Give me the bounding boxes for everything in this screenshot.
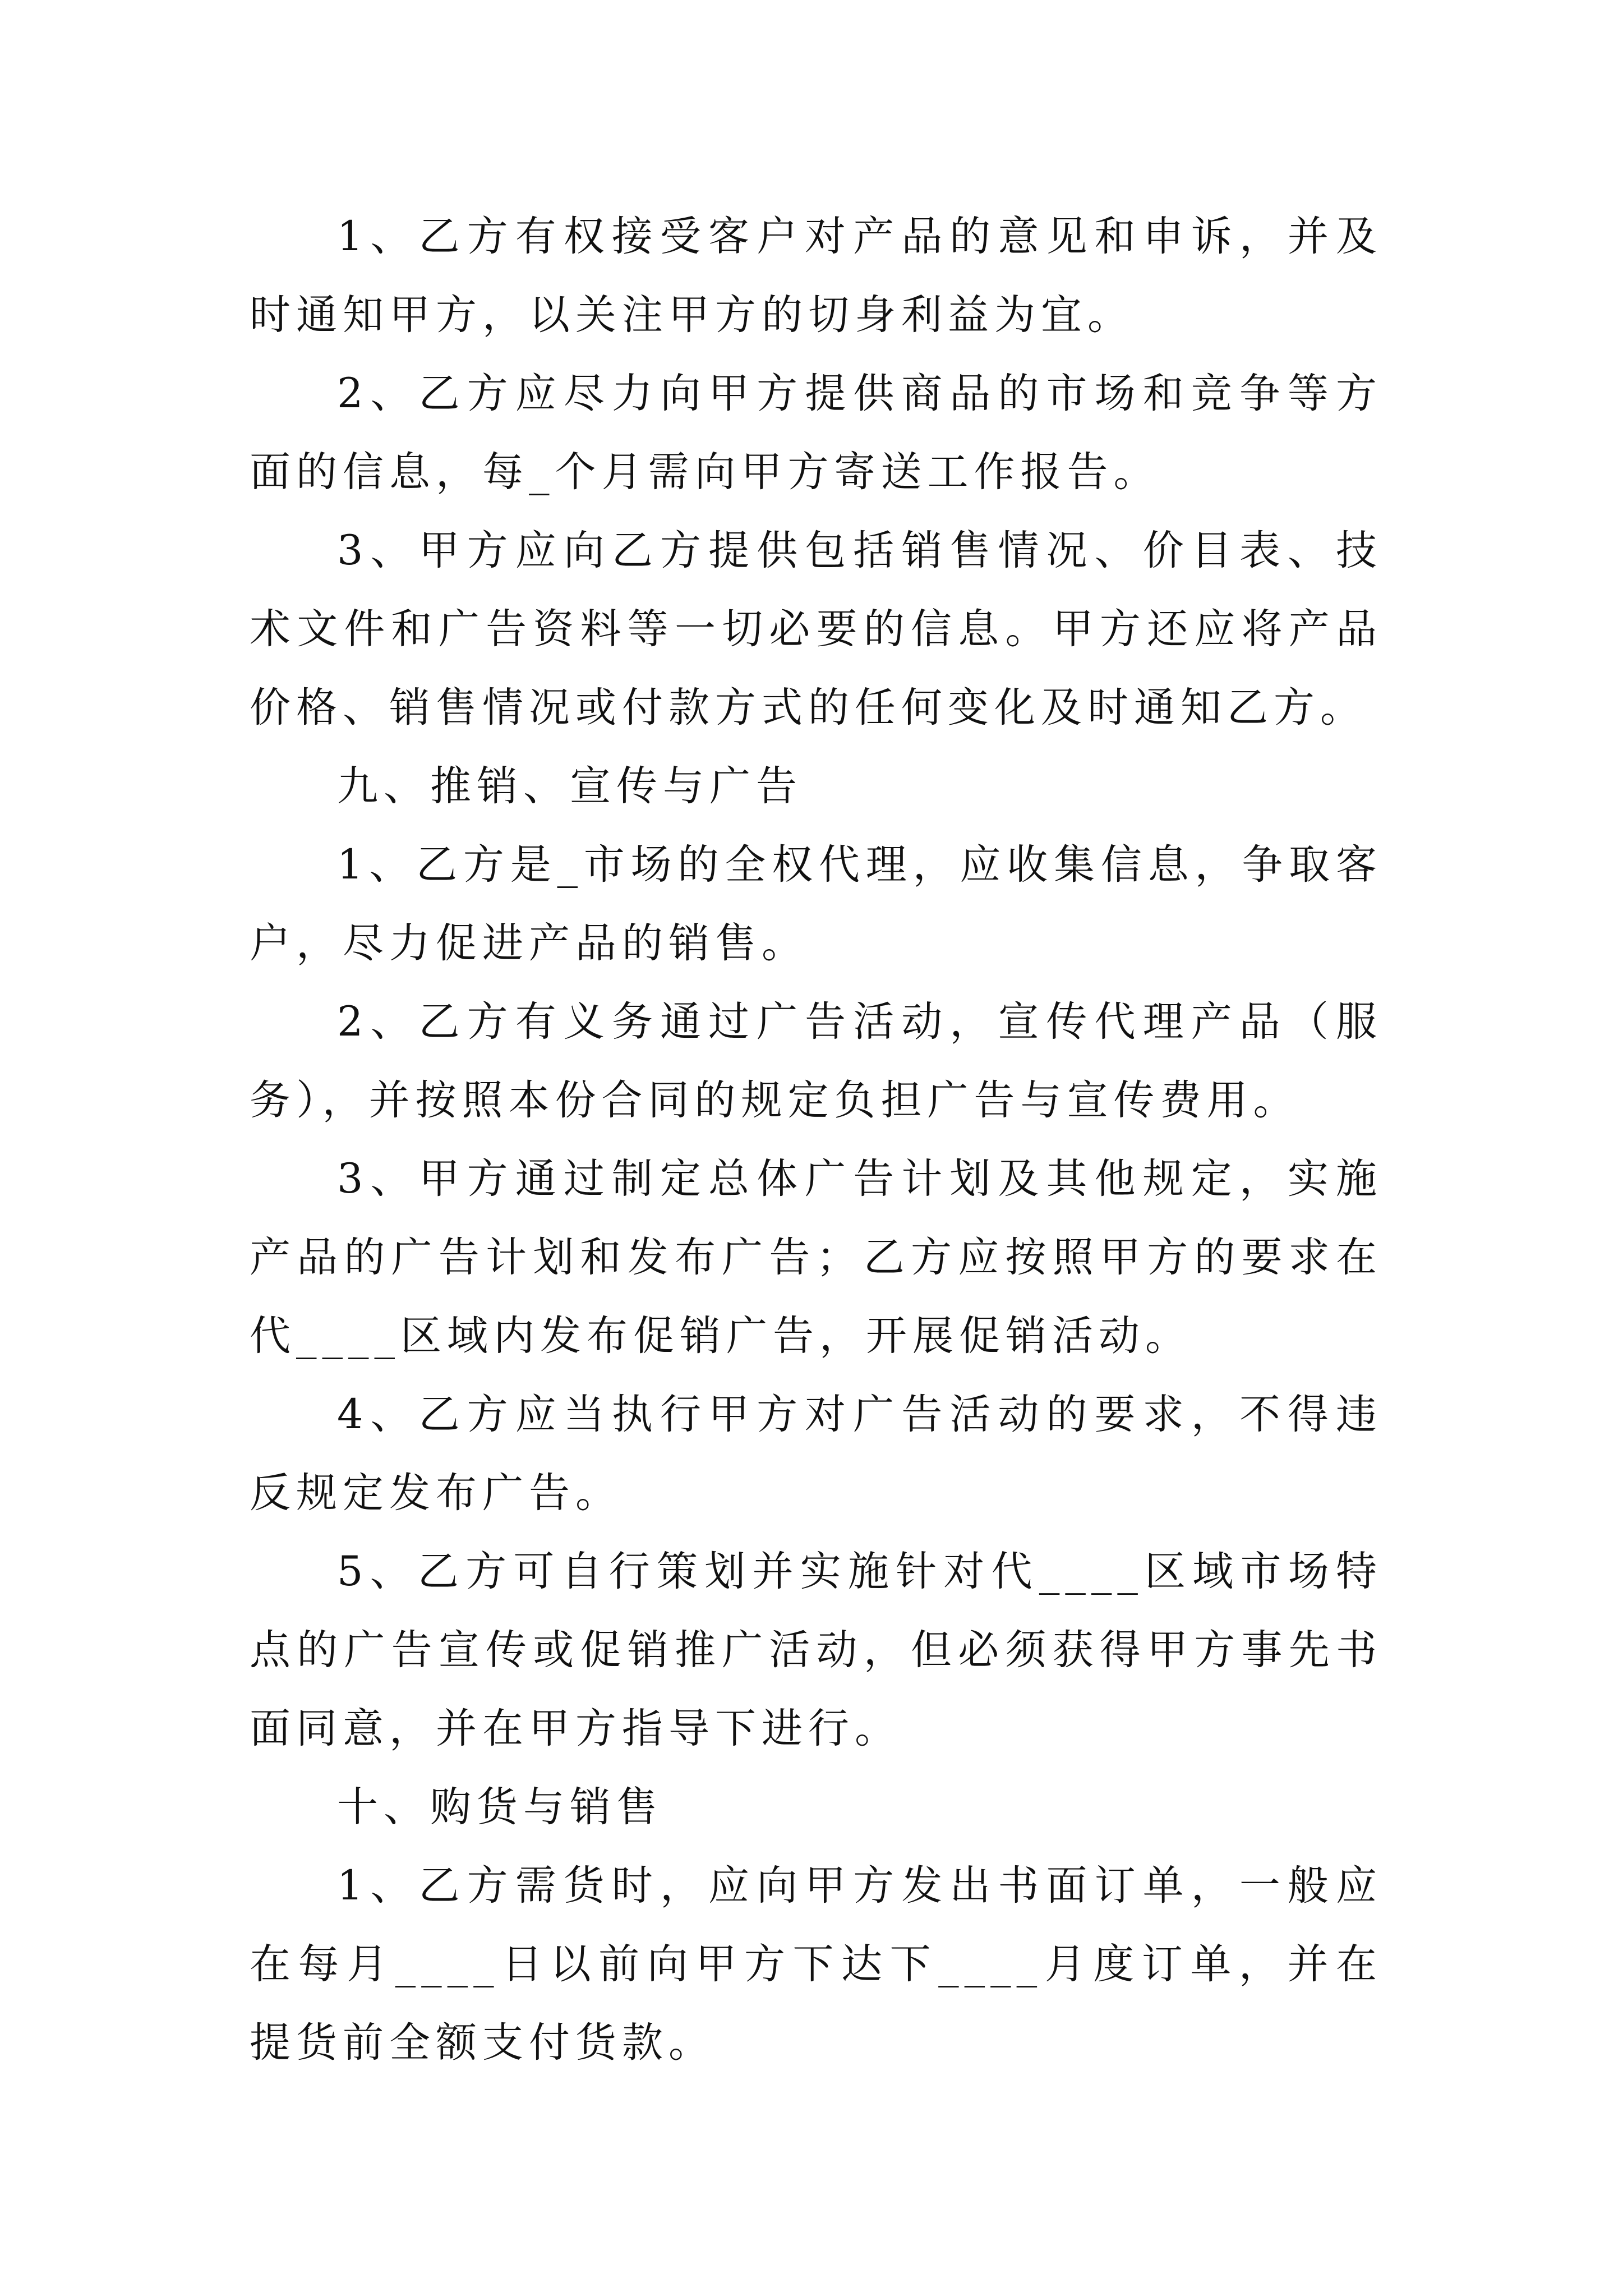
paragraph-1: 1、乙方有权接受客户对产品的意见和申诉，并及时通知甲方，以关注甲方的切身利益为宜。 (250, 213, 1382, 339)
section-heading-10: 十、购货与销售 (337, 1783, 663, 1831)
document-body (250, 197, 1382, 2082)
paragraph-2: 2、乙方应尽力向甲方提供商品的市场和竞争等方面的信息，每_个月需向甲方寄送工作报告。 (250, 370, 1382, 496)
paragraph-7: 4、乙方应当执行甲方对广告活动的要求，不得违反规定发布广告。 (250, 1391, 1382, 1517)
paragraph-5: 2、乙方有义务通过广告活动，宣传代理产品（服务），并按照本份合同的规定负担广告与宣传费用。 (250, 998, 1382, 1124)
section-heading-9: 九、推销、宣传与广告 (337, 762, 803, 810)
paragraph-6: 3、甲方通过制定总体广告计划及其他规定，实施产品的广告计划和发布广告；乙方应按照甲方的要求在代____区域内发布促销广告，开展促销活动。 (250, 1155, 1382, 1360)
paragraph-9: 1、乙方需货时，应向甲方发出书面订单，一般应在每月____日以前向甲方下达下____月度订单，并在提货前全额支付货款。 (250, 1862, 1382, 2067)
paragraph-8: 5、乙方可自行策划并实施针对代____区域市场特点的广告宣传或促销推广活动，但必须获得甲方事先书面同意，并在甲方指导下进行。 (250, 1548, 1382, 1752)
paragraph-3: 3、甲方应向乙方提供包括销售情况、价目表、技术文件和广告资料等一切必要的信息。甲方还应将产品价格、销售情况或付款方式的任何变化及时通知乙方。 (250, 527, 1382, 731)
paragraph-4: 1、乙方是_市场的全权代理，应收集信息，争取客户，尽力促进产品的销售。 (250, 841, 1382, 967)
